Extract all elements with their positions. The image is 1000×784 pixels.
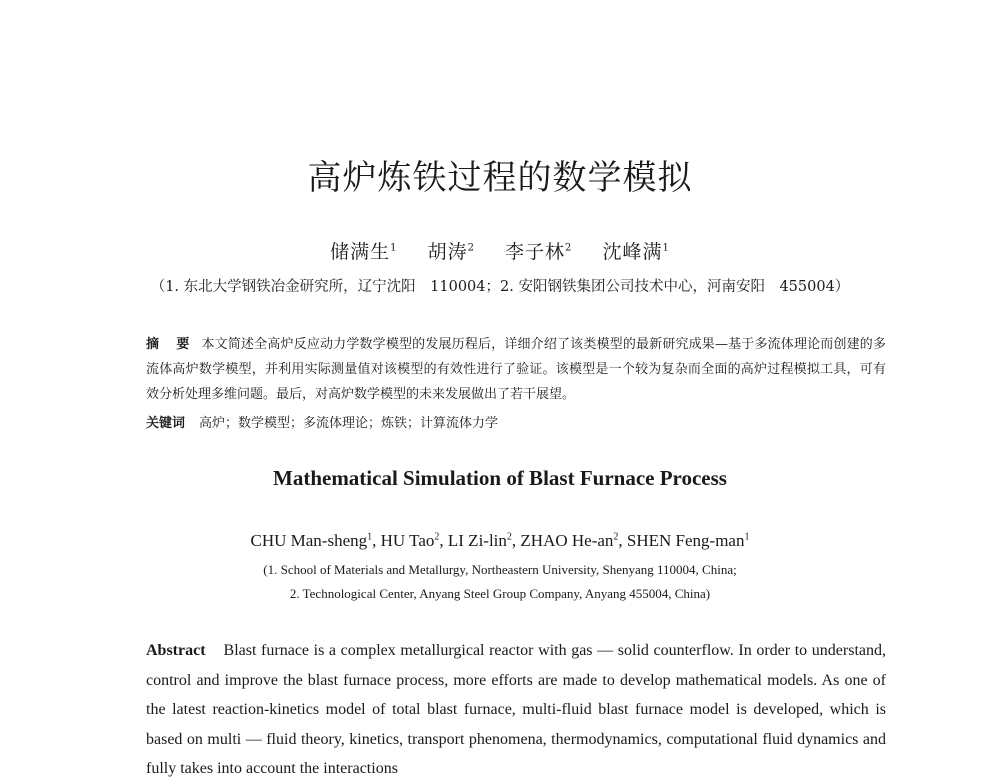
chinese-abstract-text: 本文简述全高炉反应动力学数学模型的发展历程后，详细介绍了该类模型的最新研究成果—基于多流体理论而创建的多流体高炉数学模型，并利用实际测量值对该模型的有效性进行了验证。该模型是一个较为复杂而全面的高炉过程模拟工具，可有效分析处理多维问题。最后，对高炉数学模型的未来发展做出了若干展望。: [146, 337, 886, 402]
english-author: CHU Man-sheng$^1$: [250, 531, 373, 550]
english-abstract-label: Abstract: [146, 642, 206, 659]
chinese-author: 储满生$^1$: [330, 241, 398, 263]
english-affiliation-1: (1. School of Materials and Metallurgy, Northeastern University, Shenyang 110004, China;: [263, 562, 737, 577]
chinese-author: 沈峰满$^1$: [602, 241, 670, 263]
chinese-abstract: [146, 332, 886, 407]
chinese-abstract-label: 摘 要: [146, 337, 192, 352]
chinese-keywords-text: 高炉；数学模型；多流体理论；炼铁；计算流体力学: [199, 416, 499, 431]
english-author: LI Zi-lin$^2$: [447, 531, 512, 550]
english-abstract: [146, 636, 886, 784]
english-author-list: CHU Man-sheng$^1$, HU Tao$^2$, LI Zi-lin$^2$, ZHAO $He-an^2$, SHEN Feng-man$^1$: [250, 531, 750, 550]
english-author: SHEN Feng-man$^1$: [626, 531, 750, 550]
english-affiliation-2: 2. Technological Center, Anyang Steel Group Company, Anyang 455004, China): [289, 586, 711, 601]
english-abstract-text: Blast furnace is a complex metallurgical reactor with gas — solid counterflow. In order to understand, control and improve the blast furnace process, more efforts are made to develop mathematical models. As one of the latest reaction-kinetics model of total blast furnace, multi-fluid blast furnace model is developed, which is based on multi — fluid theory, kinetics, transport phenomena, thermodynamics, computational fluid dynamics and fully takes into account the interactions: [146, 642, 886, 777]
chinese-author: 胡涛$^2$: [427, 241, 475, 263]
chinese-keywords: [146, 412, 886, 431]
chinese-affiliation: （1. 东北大学钢铁冶金研究所，辽宁沈阳 110004；2. 安阳钢铁集团公司技术中心，河南安阳 455004）: [150, 279, 850, 295]
chinese-author-list: [0, 237, 1000, 264]
english-title: Mathematical Simulation of Blast Furnace Process: [273, 466, 727, 490]
chinese-author: 李子林$^2$: [505, 241, 573, 263]
english-author: ZHAO $He-an^2$: [520, 531, 619, 550]
chinese-title: 高炉炼铁过程的数学模拟: [307, 158, 693, 198]
chinese-keywords-label: 关键词: [146, 416, 186, 431]
english-author: HU Tao$^2$: [380, 531, 440, 550]
